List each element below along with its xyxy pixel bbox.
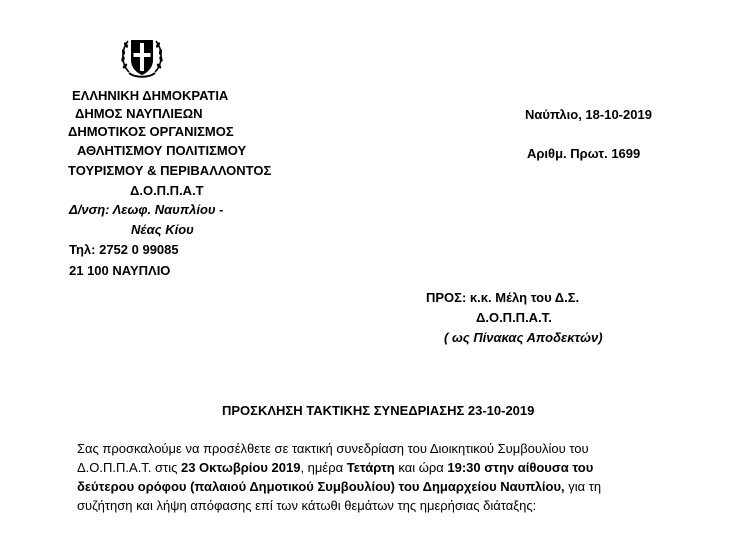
meeting-location: δεύτερου ορόφου (παλαιού Δημοτικού Συμβουλίου) του Δημαρχείου Ναυπλίου, bbox=[77, 479, 565, 494]
sender-line-6: Δ.Ο.Π.Π.Α.Τ bbox=[130, 183, 204, 198]
sender-line-7: Δ/νση: Λεωφ. Ναυπλίου - bbox=[69, 202, 224, 217]
sender-line-5: ΤΟΥΡΙΣΜΟΥ & ΠΕΡΙΒΑΛΛΟΝΤΟΣ bbox=[68, 163, 272, 178]
meeting-day: Τετάρτη bbox=[346, 460, 395, 475]
recipients-line-2: Δ.Ο.Π.Π.Α.Τ. bbox=[476, 310, 552, 325]
body-line-2-text-a: Δ.Ο.Π.Π.Α.Τ. στις bbox=[77, 460, 181, 475]
protocol-number: Αριθμ. Πρωτ. 1699 bbox=[527, 146, 641, 161]
sender-line-10: 21 100 ΝΑΥΠΛΙΟ bbox=[69, 263, 171, 278]
meeting-time-place: 19:30 στην αίθουσα του bbox=[447, 460, 594, 475]
invitation-title: ΠΡΟΣΚΛΗΣΗ ΤΑΚΤΙΚΗΣ ΣΥΝΕΔΡΙΑΣΗΣ 23-10-2019 bbox=[222, 403, 535, 418]
body-line-1: Σας προσκαλούμε να προσέλθετε σε τακτική συνεδρίαση του Διοικητικού Συμβουλίου του bbox=[77, 441, 589, 456]
recipients-line-3: ( ως Πίνακας Αποδεκτών) bbox=[444, 330, 603, 345]
body-line-2-text-b: , ημέρα bbox=[300, 460, 347, 475]
sender-line-9: Τηλ: 2752 0 99085 bbox=[69, 242, 179, 257]
body-line-4: συζήτηση και λήψη απόφασης επί των κάτωθι θεμάτων της ημερήσιας διάταξης: bbox=[77, 498, 537, 513]
place-date: Ναύπλιο, 18-10-2019 bbox=[525, 107, 652, 122]
coat-of-arms-emblem bbox=[117, 32, 167, 82]
sender-line-2: ΔΗΜΟΣ ΝΑΥΠΛΙΕΩΝ bbox=[75, 106, 203, 121]
body-line-2 bbox=[77, 459, 593, 478]
meeting-date: 23 Οκτωβρίου 2019 bbox=[180, 460, 301, 475]
sender-line-3: ΔΗΜΟΤΙΚΟΣ ΟΡΓΑΝΙΣΜΟΣ bbox=[68, 124, 234, 139]
body-line-3 bbox=[77, 478, 601, 497]
body-line-3-rest: για τη bbox=[564, 479, 602, 494]
recipients-line-1: ΠΡΟΣ: κ.κ. Μέλη του Δ.Σ. bbox=[426, 290, 580, 305]
body-line-2-text-c: και ώρα bbox=[394, 460, 448, 475]
sender-line-4: ΑΘΛΗΤΙΣΜΟΥ ΠΟΛΙΤΙΣΜΟΥ bbox=[77, 143, 247, 158]
sender-line-1: ΕΛΛΗΝΙΚΗ ΔΗΜΟΚΡΑΤΙΑ bbox=[72, 88, 229, 103]
sender-line-8: Νέας Κίου bbox=[131, 222, 194, 237]
